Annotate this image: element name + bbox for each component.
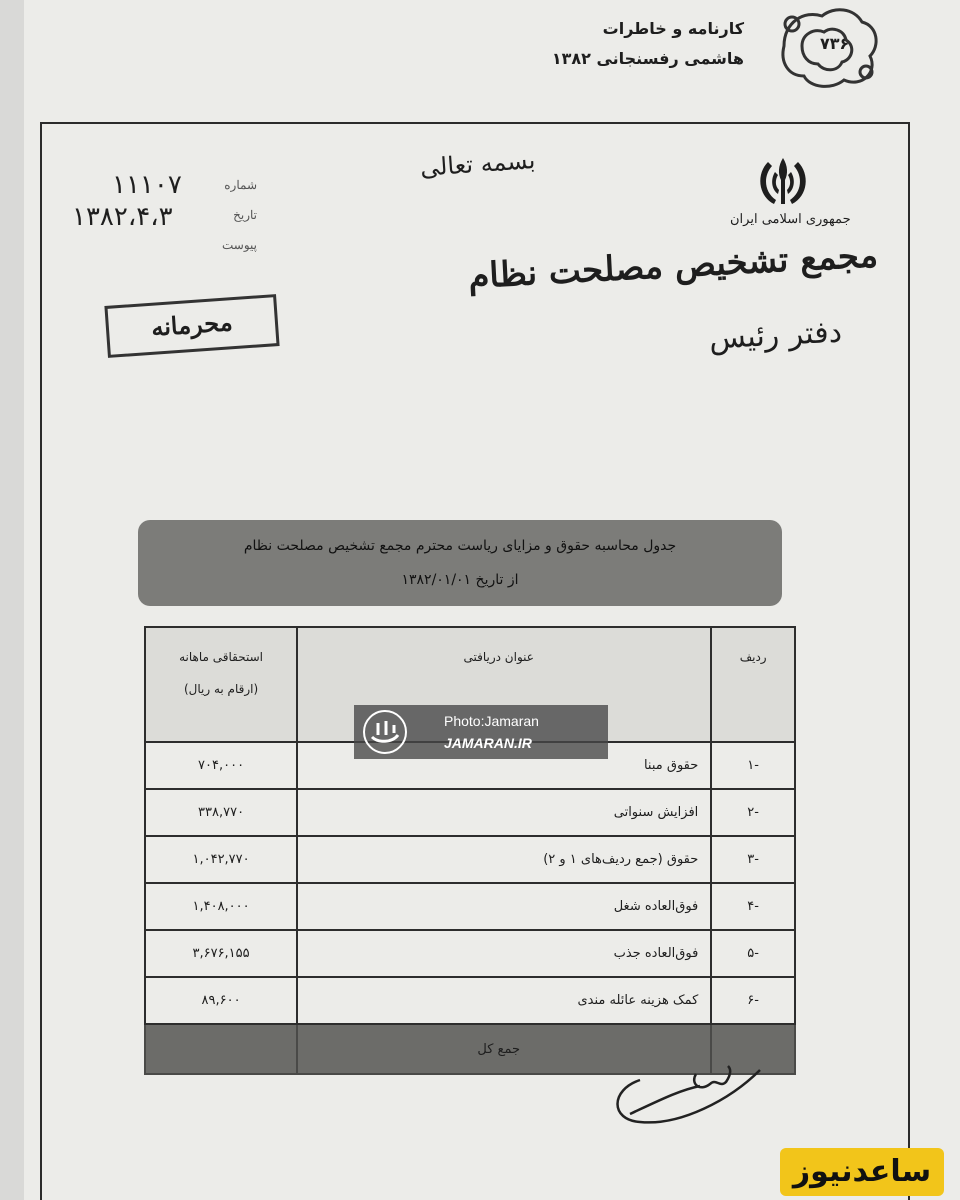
date-label: تاریخ [233, 208, 257, 222]
header-title: عنوان دریافتی [297, 627, 711, 742]
row-amount: ۸۹,۶۰۰ [145, 977, 297, 1024]
book-header [444, 14, 744, 74]
row-amount: ۷۰۴,۰۰۰ [145, 742, 297, 789]
signature-icon [600, 1030, 770, 1130]
row-amount: ۱,۴۰۸,۰۰۰ [145, 883, 297, 930]
table-title-band [138, 520, 782, 606]
row-number: -۱ [711, 742, 795, 789]
row-amount: ۳۳۸,۷۷۰ [145, 789, 297, 836]
row-amount: ۱,۰۴۲,۷۷۰ [145, 836, 297, 883]
salary-table [144, 626, 796, 1075]
header-row-number: ردیف [711, 627, 795, 742]
reference-number: ۱۱۱۰۷ [112, 170, 182, 200]
row-title: فوق‌العاده شغل [297, 883, 711, 930]
row-number: -۴ [711, 883, 795, 930]
table-title: جدول محاسبه حقوق و مزایای ریاست محترم مجمع تشخیص مصلحت نظام [243, 538, 677, 554]
book-page-number: ۷۳۶ [820, 34, 850, 53]
reference-block [72, 160, 272, 270]
total-amount [145, 1024, 297, 1074]
photo-watermark [354, 705, 608, 759]
reference-labels [222, 170, 257, 260]
reference-date: ۱۳۸۲،۴،۳ [72, 202, 173, 232]
table-row [145, 789, 795, 836]
table-row [145, 883, 795, 930]
row-title: افزایش سنواتی [297, 789, 711, 836]
table-row [145, 836, 795, 883]
republic-name: جمهوری اسلامی ایران [730, 212, 851, 227]
header-amount-label: استحقاقی ماهانه [179, 650, 263, 664]
total-label: جمع کل [297, 1024, 711, 1074]
book-subtitle: هاشمی رفسنجانی ۱۳۸۲ [551, 49, 744, 68]
row-number: -۵ [711, 930, 795, 977]
row-title: کمک هزینه عائله مندی [297, 977, 711, 1024]
header-amount-unit: (ارقام به ریال) [183, 682, 259, 696]
iran-emblem-icon [748, 152, 818, 212]
row-title: فوق‌العاده جذب [297, 930, 711, 977]
confidential-stamp: محرمانه [104, 294, 279, 358]
office-name: دفتر رئیس [708, 314, 843, 357]
ornament-icon [774, 2, 884, 90]
council-name: مجمع تشخیص مصلحت نظام [467, 235, 879, 297]
table-row [145, 930, 795, 977]
row-number: -۶ [711, 977, 795, 1024]
watermark-site: JAMARAN.IR [444, 735, 532, 751]
number-label: شماره [224, 178, 257, 192]
watermark-credit: Photo:Jamaran [444, 713, 539, 729]
attachment-label: پیوست [222, 238, 257, 252]
row-title: حقوق مبنا [297, 742, 711, 789]
row-title: حقوق (جمع ردیف‌های ۱ و ۲) [297, 836, 711, 883]
jamaran-logo-icon [362, 709, 408, 755]
table-row [145, 977, 795, 1024]
row-number: -۳ [711, 836, 795, 883]
row-amount: ۳,۶۷۶,۱۵۵ [145, 930, 297, 977]
book-title: کارنامه و خاطرات [602, 19, 744, 38]
header-amount [145, 627, 297, 742]
site-logo-badge: ساعدنیوز [780, 1148, 944, 1196]
table-date: از تاریخ ۱۳۸۲/۰۱/۰۱ [401, 572, 519, 588]
bismillah: بسمه تعالی [419, 146, 537, 182]
row-number: -۲ [711, 789, 795, 836]
